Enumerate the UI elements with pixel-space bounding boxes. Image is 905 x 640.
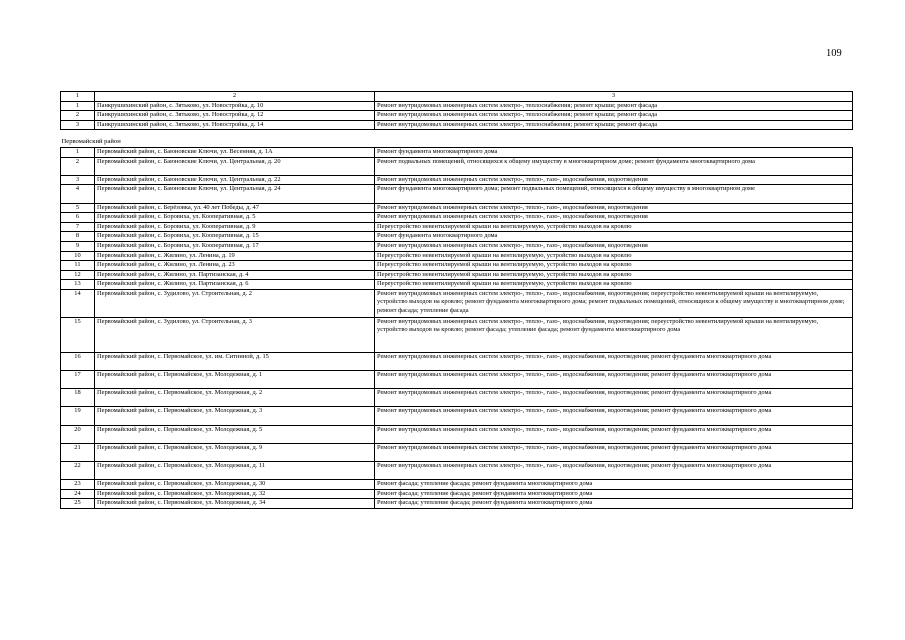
section-title: Первомайский район <box>61 130 853 148</box>
table-row <box>61 317 853 352</box>
table-row <box>61 280 853 290</box>
table-row <box>61 462 853 480</box>
address-cell: Первомайский район, с. Баюновские Ключи, ул. Центральная, д. 24 <box>95 185 375 203</box>
table-row <box>61 232 853 242</box>
works-cell: Ремонт внутридомовых инженерных систем электро-, тепло-, газо-, водоснабжения, водоотведения <box>375 213 853 223</box>
table-row <box>61 389 853 407</box>
row-number-cell: 5 <box>61 203 95 213</box>
address-cell: Первомайский район, с. Жилино, ул. Ленина, д. 23 <box>95 261 375 271</box>
column-number: 3 <box>375 92 853 102</box>
works-cell: Ремонт внутридомовых инженерных систем электро-, тепло-, газо-, водоснабжения, водоотведения; ремонт фундамента многоквартирного дома <box>375 407 853 425</box>
column-number: 2 <box>95 92 375 102</box>
table-row <box>61 175 853 185</box>
address-cell: Первомайский район, с. Первомайское, ул. Молодежная, д. 2 <box>95 389 375 407</box>
table-row <box>61 407 853 425</box>
row-number-cell: 4 <box>61 185 95 203</box>
works-cell: Ремонт фасада; утепление фасада; ремонт фундамента многоквартирного дома <box>375 480 853 490</box>
address-cell: Первомайский район, с. Зудилово, ул. Строительная, д. 2 <box>95 289 375 317</box>
row-number-cell: 9 <box>61 241 95 251</box>
works-cell: Ремонт подвальных помещений, относящихся к общему имуществу в многоквартирном доме; ремонт фундамента многоквартирного дома <box>375 157 853 175</box>
works-cell: Ремонт фундамента многоквартирного дома <box>375 232 853 242</box>
works-cell: Переустройство невентилируемой крыши на вентилируемую, устройство выходов на кровлю <box>375 251 853 261</box>
address-cell: Первомайский район, с. Первомайское, ул. Молодежная, д. 32 <box>95 489 375 499</box>
table-row <box>61 213 853 223</box>
address-cell: Первомайский район, с. Боровиха, ул. Кооперативная, д. 5 <box>95 213 375 223</box>
table-row <box>61 222 853 232</box>
row-number-cell: 15 <box>61 317 95 352</box>
row-number-cell: 23 <box>61 480 95 490</box>
row-number-cell: 14 <box>61 289 95 317</box>
address-cell: Первомайский район, с. Жилино, ул. Партизанская, д. 6 <box>95 280 375 290</box>
address-cell: Первомайский район, с. Первомайское, ул. Молодежная, д. 34 <box>95 499 375 509</box>
address-cell: Первомайский район, с. Берёзовка, ул. 40 лет Победы, д. 47 <box>95 203 375 213</box>
works-cell: Ремонт внутридомовых инженерных систем электро-, тепло-, газо-, водоснабжения, водоотведения <box>375 203 853 213</box>
address-cell: Первомайский район, с. Первомайское, ул. им. Ситниной, д. 15 <box>95 352 375 370</box>
table-row <box>61 270 853 280</box>
address-cell: Первомайский район, с. Первомайское, ул. Молодежная, д. 30 <box>95 480 375 490</box>
works-cell: Ремонт внутридомовых инженерных систем электро-, тепло-, газо-, водоснабжения, водоотведения; ремонт фундамента многоквартирного дома <box>375 371 853 389</box>
works-cell: Ремонт внутридомовых инженерных систем электро-, теплоснабжения; ремонт крыши; ремонт фасада <box>375 120 853 130</box>
row-number-cell: 20 <box>61 425 95 443</box>
works-cell: Ремонт внутридомовых инженерных систем электро-, тепло-, газо-, водоснабжения, водоотведения; ремонт фундамента многоквартирного дома <box>375 389 853 407</box>
address-cell: Первомайский район, с. Первомайское, ул. Молодежная, д. 1 <box>95 371 375 389</box>
address-cell: Первомайский район, с. Баюновские Ключи, ул. Весенняя, д. 1А <box>95 147 375 157</box>
works-cell: Переустройство невентилируемой крыши на вентилируемую, устройство выходов на кровлю <box>375 222 853 232</box>
works-cell: Ремонт фасада; утепление фасада; ремонт фундамента многоквартирного дома <box>375 489 853 499</box>
address-cell: Первомайский район, с. Первомайское, ул. Молодежная, д. 9 <box>95 443 375 461</box>
column-numbers-row <box>61 92 853 102</box>
table-row <box>61 251 853 261</box>
works-cell: Ремонт внутридомовых инженерных систем электро-, тепло-, газо-, водоснабжения, водоотведения; ремонт фундамента многоквартирного дома <box>375 352 853 370</box>
works-cell: Ремонт внутридомовых инженерных систем электро-, тепло-, газо-, водоснабжения, водоотведения; переустройство невентилируемой крыши на вентилируемую, устройство выходов на кровлю; ремонт фундамента многоквартирного дома; ремонт подвальных помещений, относящихся к общему имуществу в многоквартирном доме; ремонт фасада; утепление фасада <box>375 289 853 317</box>
row-number-cell: 3 <box>61 120 95 130</box>
works-cell: Переустройство невентилируемой крыши на вентилируемую, устройство выходов на кровлю <box>375 280 853 290</box>
works-cell: Ремонт внутридомовых инженерных систем электро-, тепло-, газо-, водоснабжения, водоотведения; ремонт фундамента многоквартирного дома <box>375 425 853 443</box>
address-cell: Первомайский район, с. Жилино, ул. Партизанская, д. 4 <box>95 270 375 280</box>
works-cell: Ремонт внутридомовых инженерных систем электро-, теплоснабжения; ремонт крыши; ремонт фасада <box>375 101 853 111</box>
row-number-cell: 21 <box>61 443 95 461</box>
works-cell: Ремонт фундамента многоквартирного дома <box>375 147 853 157</box>
row-number-cell: 1 <box>61 101 95 111</box>
works-cell: Ремонт внутридомовых инженерных систем электро-, тепло-, газо-, водоснабжения, водоотведения; ремонт фундамента многоквартирного дома <box>375 462 853 480</box>
table-row <box>61 101 853 111</box>
works-cell: Ремонт фасада; утепление фасада; ремонт фундамента многоквартирного дома <box>375 499 853 509</box>
row-number-cell: 19 <box>61 407 95 425</box>
row-number-cell: 17 <box>61 371 95 389</box>
table-row <box>61 157 853 175</box>
row-number-cell: 10 <box>61 251 95 261</box>
address-cell: Первомайский район, с. Баюновские Ключи, ул. Центральная, д. 20 <box>95 157 375 175</box>
row-number-cell: 11 <box>61 261 95 271</box>
table-row <box>61 499 853 509</box>
works-cell: Переустройство невентилируемой крыши на вентилируемую, устройство выходов на кровлю <box>375 261 853 271</box>
table-row <box>61 443 853 461</box>
address-cell: Первомайский район, с. Зудилово, ул. Строительная, д. 3 <box>95 317 375 352</box>
row-number-cell: 8 <box>61 232 95 242</box>
row-number-cell: 22 <box>61 462 95 480</box>
table-row <box>61 111 853 121</box>
row-number-cell: 18 <box>61 389 95 407</box>
row-number-cell: 16 <box>61 352 95 370</box>
address-cell: Первомайский район, с. Боровиха, ул. Кооперативная, д. 9 <box>95 222 375 232</box>
address-cell: Первомайский район, с. Боровиха, ул. Кооперативная, д. 17 <box>95 241 375 251</box>
works-cell: Ремонт внутридомовых инженерных систем электро-, тепло-, газо-, водоснабжения, водоотведения; ремонт фундамента многоквартирного дома <box>375 443 853 461</box>
address-cell: Первомайский район, с. Жилино, ул. Ленина, д. 19 <box>95 251 375 261</box>
table-row <box>61 371 853 389</box>
table-row <box>61 241 853 251</box>
works-table <box>60 91 853 509</box>
page-number: 109 <box>826 48 842 59</box>
table-row <box>61 203 853 213</box>
works-cell: Ремонт фундамента многоквартирного дома; ремонт подвальных помещений, относящихся к общему имуществу в многоквартирном доме <box>375 185 853 203</box>
address-cell: Первомайский район, с. Первомайское, ул. Молодежная, д. 11 <box>95 462 375 480</box>
table-row <box>61 480 853 490</box>
table-row <box>61 352 853 370</box>
table-row <box>61 289 853 317</box>
works-cell: Ремонт внутридомовых инженерных систем электро-, тепло-, газо-, водоснабжения, водоотведения; переустройство невентилируемой крыши на вентилируемую, устройство выходов на кровлю; ремонт фасада; утепление фасада; ремонт фундамента многоквартирного дома <box>375 317 853 352</box>
row-number-cell: 12 <box>61 270 95 280</box>
row-number-cell: 2 <box>61 157 95 175</box>
row-number-cell: 6 <box>61 213 95 223</box>
table-row <box>61 147 853 157</box>
address-cell: Первомайский район, с. Боровиха, ул. Кооперативная, д. 15 <box>95 232 375 242</box>
works-cell: Ремонт внутридомовых инженерных систем электро-, тепло-, газо-, водоснабжения, водоотведения <box>375 175 853 185</box>
address-cell: Панкрушихинский район, с. Зятьково, ул. Новостройка, д. 12 <box>95 111 375 121</box>
works-cell: Ремонт внутридомовых инженерных систем электро-, тепло-, газо-, водоснабжения, водоотведения <box>375 241 853 251</box>
address-cell: Панкрушихинский район, с. Зятьково, ул. Новостройка, д. 14 <box>95 120 375 130</box>
address-cell: Первомайский район, с. Первомайское, ул. Молодежная, д. 3 <box>95 407 375 425</box>
table-row <box>61 120 853 130</box>
table-body <box>61 92 853 509</box>
row-number-cell: 3 <box>61 175 95 185</box>
works-cell: Ремонт внутридомовых инженерных систем электро-, теплоснабжения; ремонт крыши; ремонт фасада <box>375 111 853 121</box>
table-row <box>61 261 853 271</box>
column-number: 1 <box>61 92 95 102</box>
section-header-row <box>61 130 853 148</box>
row-number-cell: 25 <box>61 499 95 509</box>
address-cell: Первомайский район, с. Баюновские Ключи, ул. Центральная, д. 22 <box>95 175 375 185</box>
table-row <box>61 489 853 499</box>
address-cell: Первомайский район, с. Первомайское, ул. Молодежная, д. 5 <box>95 425 375 443</box>
table-row <box>61 185 853 203</box>
row-number-cell: 1 <box>61 147 95 157</box>
row-number-cell: 7 <box>61 222 95 232</box>
row-number-cell: 2 <box>61 111 95 121</box>
address-cell: Панкрушихинский район, с. Зятьково, ул. Новостройка, д. 10 <box>95 101 375 111</box>
works-cell: Переустройство невентилируемой крыши на вентилируемую, устройство выходов на кровлю <box>375 270 853 280</box>
row-number-cell: 13 <box>61 280 95 290</box>
row-number-cell: 24 <box>61 489 95 499</box>
table-row <box>61 425 853 443</box>
